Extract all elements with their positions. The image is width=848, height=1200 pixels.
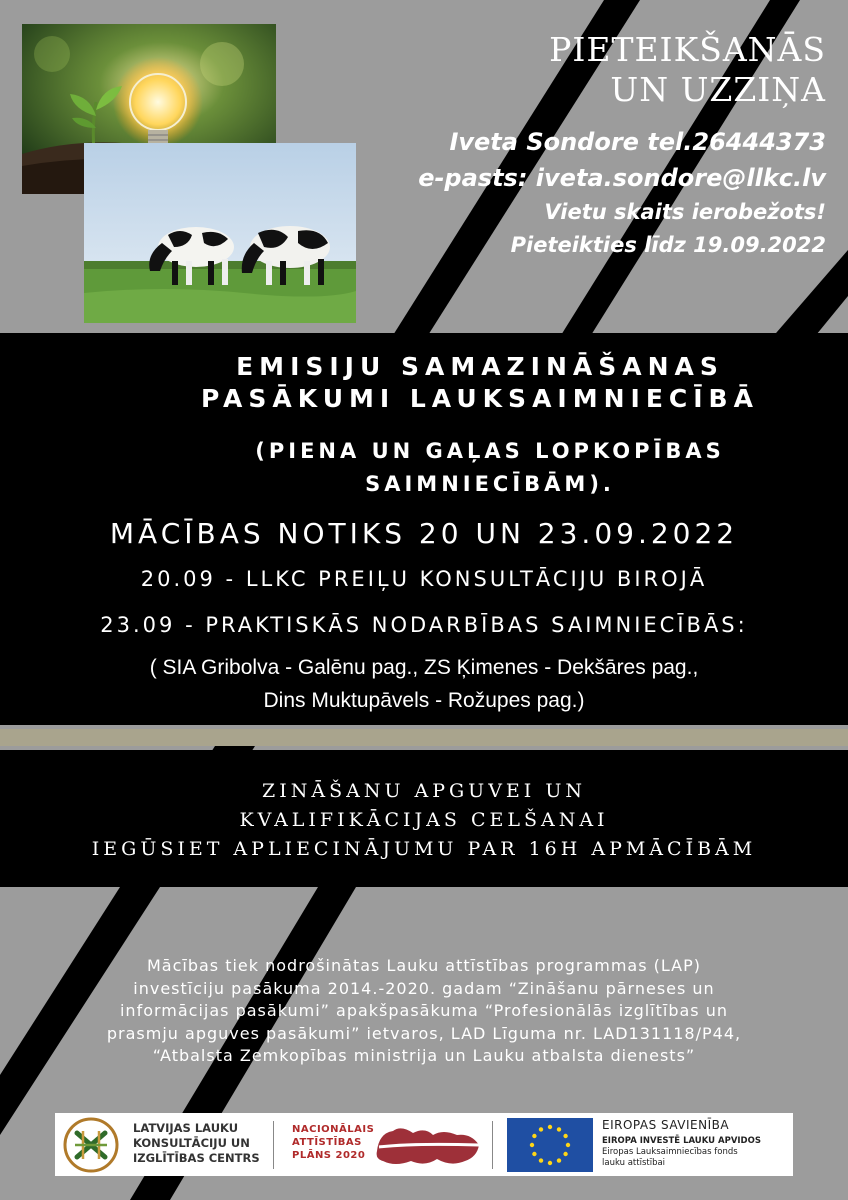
funding-statement: [28, 955, 820, 1068]
llkc-logo-icon: [63, 1117, 119, 1173]
sponsor-logos: [55, 1113, 793, 1176]
logo-separator: [492, 1121, 493, 1169]
eu-line2: EIROPA INVESTĒ LAUKU APVIDOS: [602, 1136, 761, 1146]
certificate-band: [0, 750, 848, 887]
cows-grazing-photo: [84, 143, 356, 323]
funding-line1: Mācības tiek nodrošinātas Lauku attīstības programmas (LAP): [146, 956, 702, 975]
contact-heading-line1: PIETEIKŠANĀS: [549, 30, 826, 69]
course-title-line1: EMISIJU SAMAZINĀŠANAS: [236, 352, 724, 381]
nap-name: [292, 1123, 374, 1162]
course-subtitle-line2: SAIMNIECĪBĀM).: [365, 472, 615, 496]
accent-divider: [0, 729, 848, 746]
eu-fund-text: [602, 1117, 792, 1168]
eu-line4: lauku attīstībai: [602, 1157, 666, 1168]
contact-phone: Iveta Sondore tel.26444373: [449, 128, 826, 156]
funding-line5: “Atbalsta Zemkopības ministrija un Lauku atbalsta dienests”: [152, 1046, 696, 1065]
course-dates: MĀCĪBAS NOTIKS 20 UN 23.09.2022: [109, 517, 739, 550]
contact-heading-line2: UN UZZIŅA: [610, 70, 826, 109]
llkc-name: [133, 1121, 260, 1166]
nap-line3: PLĀNS 2020: [292, 1150, 366, 1161]
day1-location: 20.09 - LLKC PREIĻU KONSULTĀCIJU BIROJĀ: [140, 567, 708, 591]
limited-seats-note: Vietu skaits ierobežots!: [544, 200, 826, 224]
nap-line2: ATTĪSTĪBAS: [292, 1137, 362, 1148]
course-title: [150, 351, 810, 415]
nap-line1: NACIONĀLAIS: [292, 1124, 375, 1135]
logo-separator: [273, 1121, 274, 1169]
llkc-line2: KONSULTĀCIJU UN: [133, 1136, 250, 1150]
eu-flag-icon: [507, 1118, 593, 1172]
llkc-line3: IZGLĪTĪBAS CENTRS: [133, 1151, 260, 1165]
farm-list-line1: ( SIA Gribolva - Galēnu pag., ZS Ķimenes - Dekšāres pag.,: [149, 656, 699, 679]
farm-list: [0, 651, 848, 717]
latvia-map-icon: [373, 1121, 483, 1169]
eu-line1: EIROPAS SAVIENĪBA: [602, 1118, 730, 1132]
contact-info: [366, 30, 826, 262]
funding-line3: informācijas pasākumi” apakšpasākuma “Profesionālās izglītības un: [119, 1001, 728, 1020]
course-info-band: [0, 333, 848, 725]
funding-line4: prasmju apguves pasākumi” ietvaros, LAD Līguma nr. LAD131118/P44,: [106, 1023, 742, 1043]
course-subtitle: [200, 435, 780, 501]
course-subtitle-line1: (PIENA UN GAĻAS LOPKOPĪBAS: [255, 439, 725, 463]
certificate-line2: KVALIFIKĀCIJAS CELŠANAI: [239, 809, 609, 831]
certificate-line3: IEGŪSIET APLIECINĀJUMU PAR 16H APMĀCĪBĀM: [91, 838, 757, 860]
funding-line2: investīciju pasākuma 2014.-2020. gadam “Zināšanu pārneses un: [133, 978, 715, 998]
llkc-line1: LATVIJAS LAUKU: [133, 1121, 239, 1135]
certificate-line1: ZINĀŠANU APGUVEI UN: [262, 780, 586, 802]
course-title-line2: PASĀKUMI LAUKSAIMNIECĪBĀ: [201, 384, 759, 413]
contact-email: e-pasts: iveta.sondore@llkc.lv: [418, 164, 826, 192]
eu-line3: Eiropas Lauksaimniecības fonds: [602, 1147, 738, 1157]
day2-location: 23.09 - PRAKTISKĀS NODARBĪBAS SAIMNIECĪBĀS:: [100, 613, 748, 637]
registration-deadline: Pieteikties līdz 19.09.2022: [510, 233, 826, 257]
farm-list-line2: Dins Muktupāvels - Rožupes pag.): [263, 689, 585, 712]
